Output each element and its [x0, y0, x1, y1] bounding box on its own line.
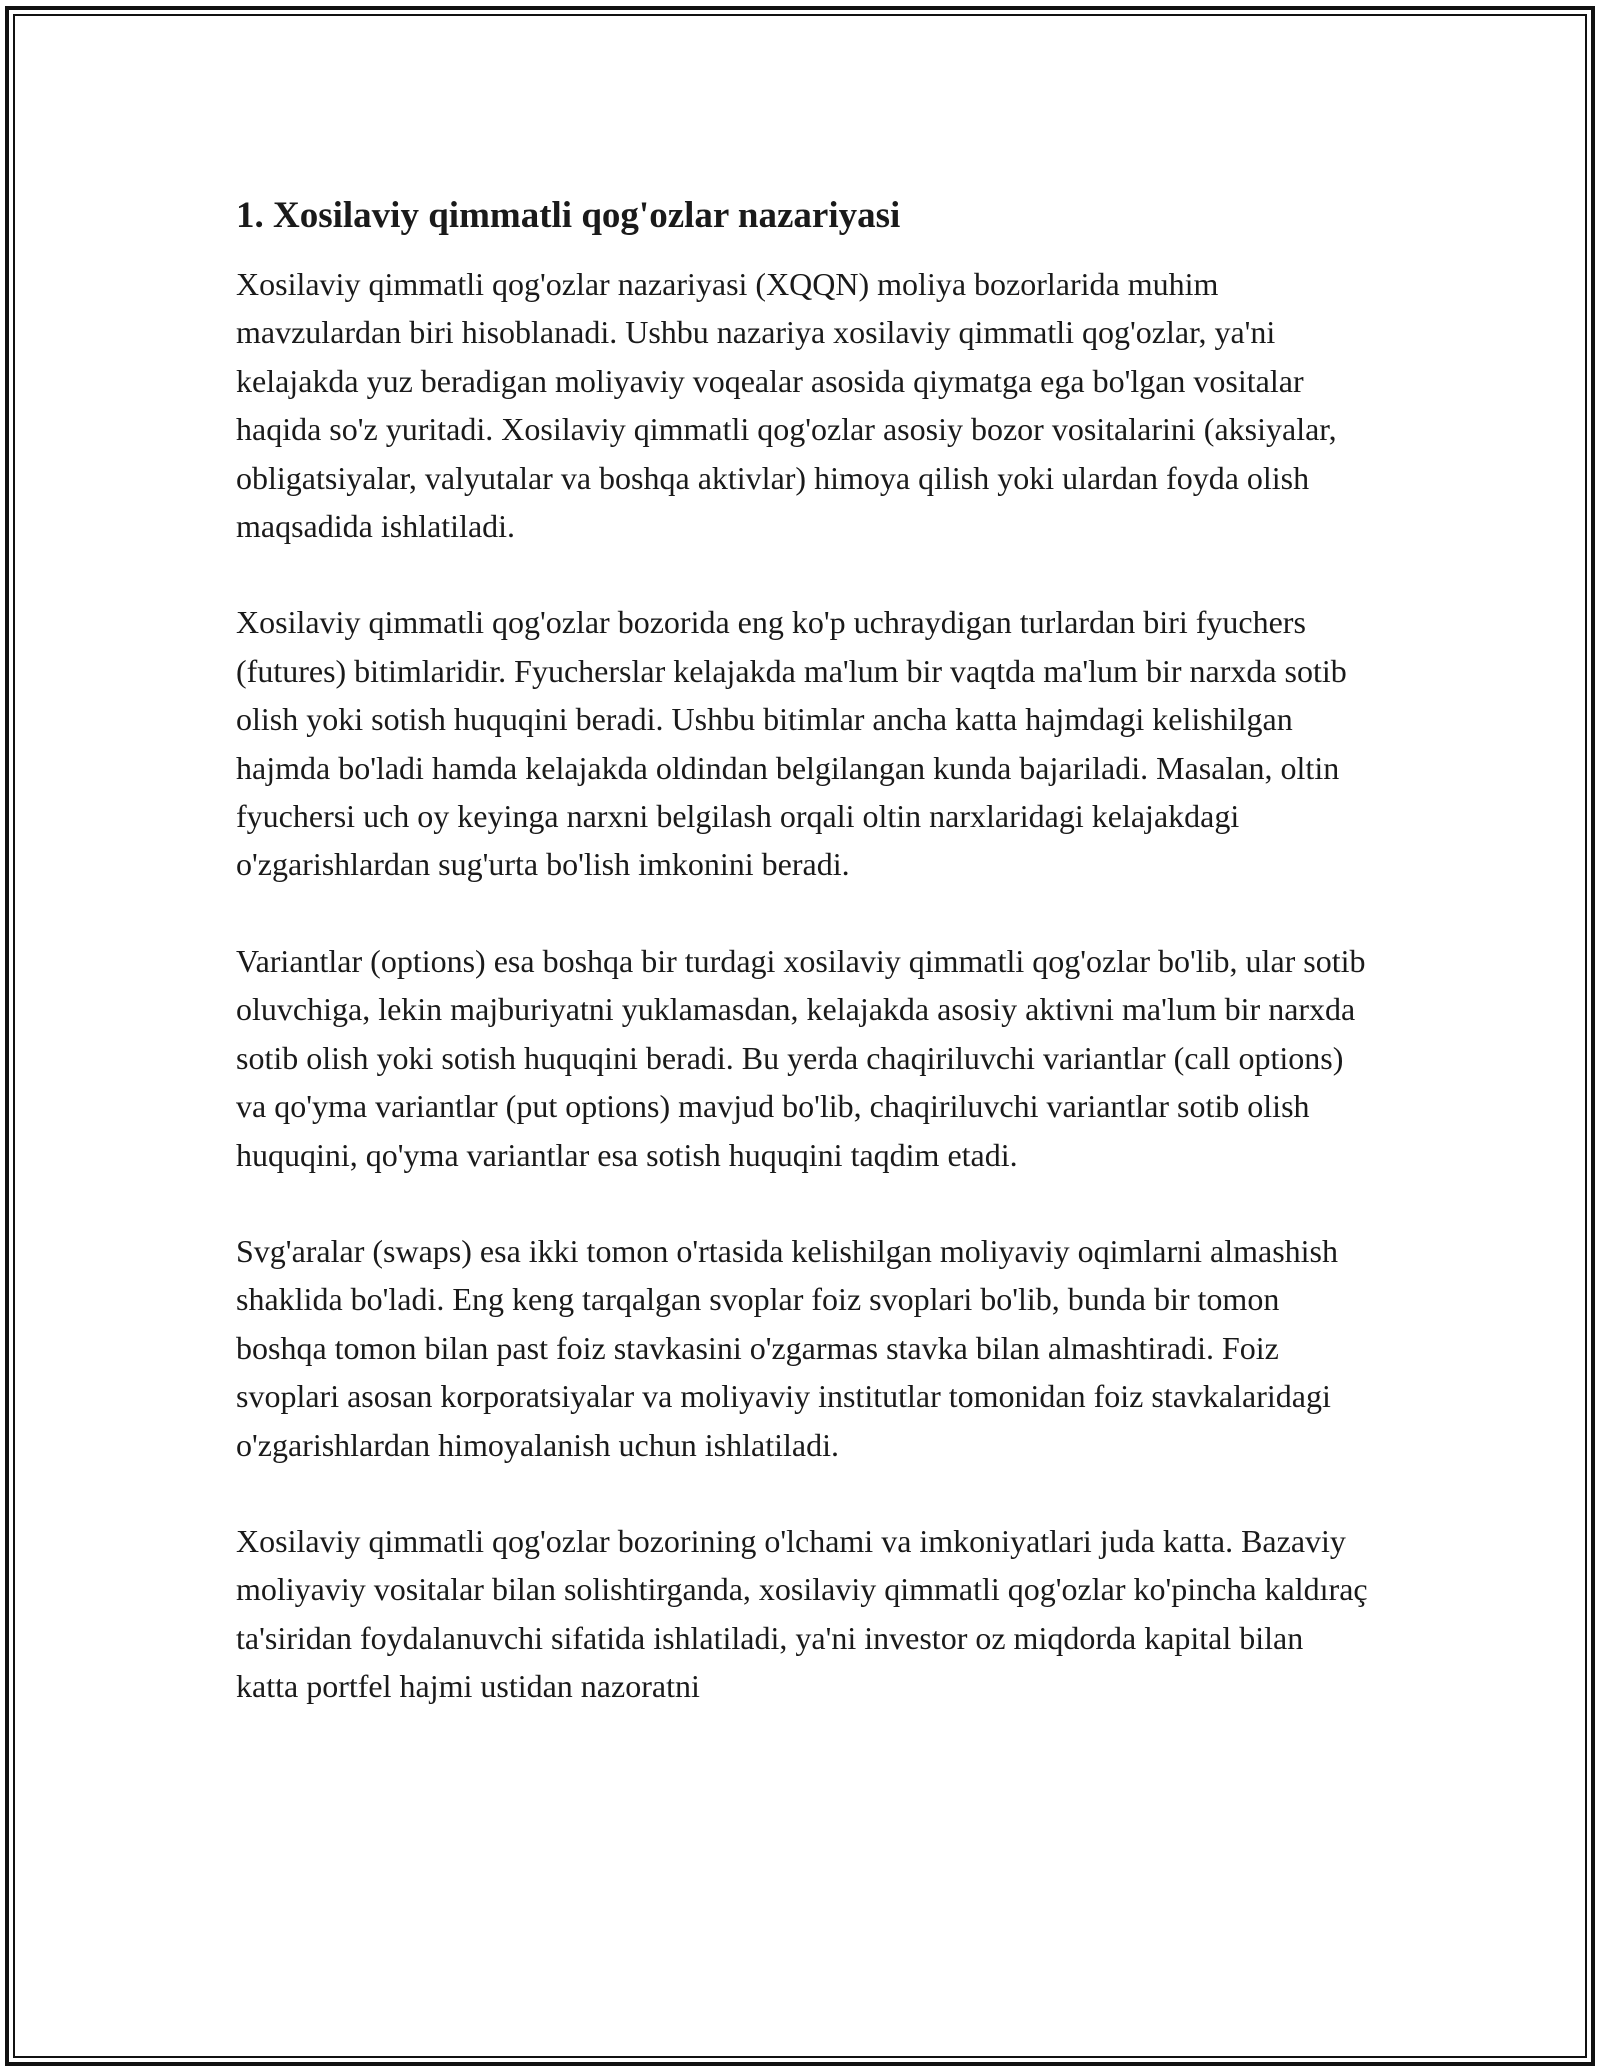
paragraph-futures: Xosilaviy qimmatli qog'ozlar bozorida eng ko'p uchraydigan turlardan biri fyuchers (futures) bitimlaridir. Fyucherslar kelajakda ma'lum bir vaqtda ma'lum bir narxda sotib olish yoki sotish huquqini beradi. Ushbu bitimlar ancha katta hajmdagi kelishilgan hajmda bo'ladi hamda kelajakda oldindan belgilangan kunda bajariladi. Masalan, oltin fyuchersi uch oy keyinga narxni belgilash orqali oltin narxlaridagi kelajakdagi o'zgarishlardan sug'urta bo'lish imkonini beradi.	[236, 604, 1347, 883]
paragraph-market-size: Xosilaviy qimmatli qog'ozlar bozorining o'lchami va imkoniyatlari juda katta. Bazaviy moliyaviy vositalar bilan solishtirganda, xosilaviy qimmatli qog'ozlar ko'pincha kaldıraç ta'siridan foydalanuvchi sifatida ishlatiladi, ya'ni investor oz miqdorda kapital bilan katta portfel hajmi ustidan nazoratni	[236, 1522, 1368, 1705]
paragraph-swaps: Svg'aralar (swaps) esa ikki tomon o'rtasida kelishilgan moliyaviy oqimlarni almashish shaklida bo'ladi. Eng keng tarqalgan svoplar foiz svoplari bo'lib, bunda bir tomon boshqa tomon bilan past foiz stavkasini o'zgarmas stavka bilan almashtiradi. Foiz svoplari asosan korporatsiyalar va moliyaviy institutlar tomonidan foiz stavkalaridagi o'zgarishlardan himoyalanish uchun ishlatiladi.	[236, 1232, 1338, 1463]
paragraph-options: Variantlar (options) esa boshqa bir turdagi xosilaviy qimmatli qog'ozlar bo'lib, ular sotib oluvchiga, lekin majburiyatni yuklamasdan, kelajakda asosiy aktivni ma'lum bir narxda sotib olish yoki sotish huquqini beradi. Bu yerda chaqiriluvchi variantlar (call options) va qo'yma variantlar (put options) mavjud bo'lib, chaqiriluvchi variantlar sotib olish huquqini, qo'yma variantlar esa sotish huquqini taqdim etadi.	[236, 942, 1366, 1173]
paragraph-intro: Xosilaviy qimmatli qog'ozlar nazariyasi (XQQN) moliya bozorlarida muhim mavzulardan biri hisoblanadi. Ushbu nazariya xosilaviy qimmatli qog'ozlar, ya'ni kelajakda yuz beradigan moliyaviy voqealar asosida qiymatga ega bo'lgan vositalar haqida so'z yuritadi. Xosilaviy qimmatli qog'ozlar asosiy bozor vositalarini (aksiyalar, obligatsiyalar, valyutalar va boshqa aktivlar) himoya qilish yoki ulardan foyda olish maqsadida ishlatiladi.	[236, 266, 1337, 545]
document-title: 1. Xosilaviy qimmatli qog'ozlar nazariyasi	[236, 195, 901, 236]
document-body	[236, 186, 1371, 1759]
